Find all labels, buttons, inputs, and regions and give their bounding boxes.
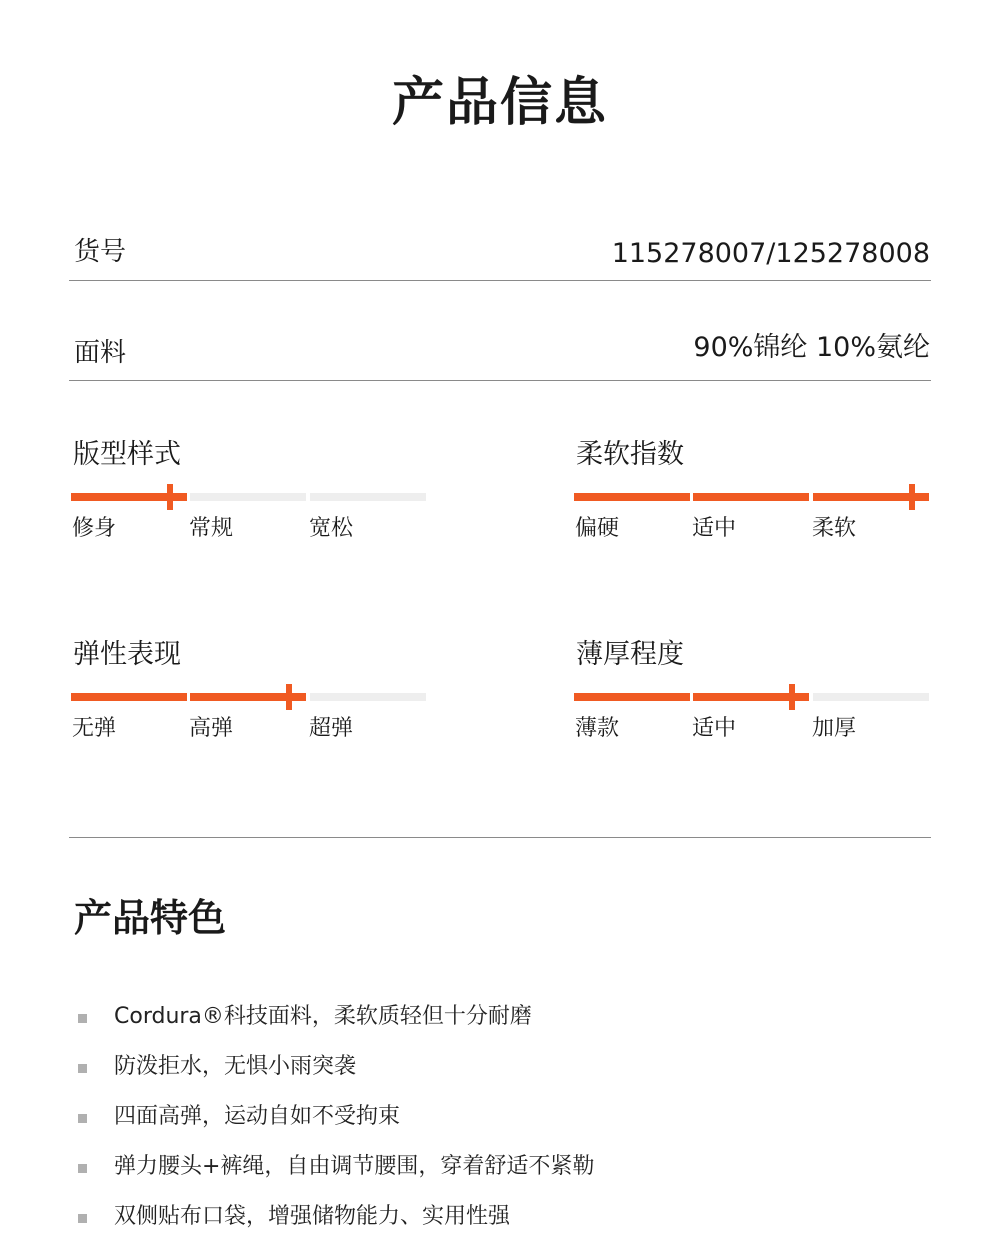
scale-segment: [574, 493, 690, 501]
scale-marker: [909, 484, 915, 510]
list-item: [76, 1145, 936, 1195]
scale-option: 超弹: [309, 716, 354, 741]
scale-title: 弹性表现: [73, 639, 181, 670]
list-item: [76, 1045, 936, 1095]
scale-elasticity: [71, 637, 427, 747]
divider: [69, 280, 931, 281]
divider: [69, 380, 931, 381]
scale-marker: [286, 684, 292, 710]
scale-option: 柔软: [812, 516, 857, 541]
feature-text: 弹力腰头+裤绳，自由调节腰围，穿着舒适不紧勒: [114, 1154, 595, 1179]
square-bullet-icon: [78, 1114, 87, 1123]
info-label-item-number: 货号: [74, 237, 127, 267]
scale-segment: [71, 693, 187, 701]
scale-segment: [813, 693, 929, 701]
feature-text: 四面高弹，运动自如不受拘束: [114, 1104, 401, 1129]
page-title: 产品信息: [391, 73, 608, 133]
square-bullet-icon: [78, 1014, 87, 1023]
scale-option: 适中: [692, 716, 737, 741]
section-title-features: 产品特色: [74, 896, 227, 940]
info-label-fabric: 面料: [74, 338, 127, 368]
square-bullet-icon: [78, 1164, 87, 1173]
scale-segment: [693, 493, 809, 501]
scale-segment: [310, 693, 426, 701]
scale-option: 适中: [692, 516, 737, 541]
scale-marker: [167, 484, 173, 510]
scale-title: 薄厚程度: [576, 639, 684, 670]
info-value-fabric: 90%锦纶 10%氨纶: [693, 332, 930, 363]
scale-segment: [574, 693, 690, 701]
list-item: [76, 995, 936, 1045]
scale-fit: [71, 437, 427, 547]
scale-softness: [574, 437, 930, 547]
feature-text: 防泼拒水，无惧小雨突袭: [114, 1054, 357, 1079]
scale-marker: [789, 684, 795, 710]
scale-title: 柔软指数: [576, 439, 684, 470]
scale-segment: [190, 493, 306, 501]
square-bullet-icon: [78, 1214, 87, 1223]
feature-list: [76, 995, 936, 1245]
scale-option: 偏硬: [575, 516, 620, 541]
scale-title: 版型样式: [73, 439, 181, 470]
scale-option: 高弹: [189, 716, 234, 741]
feature-text: Cordura®科技面料，柔软质轻但十分耐磨: [114, 1004, 532, 1029]
scale-option: 宽松: [309, 516, 354, 541]
scale-option: 加厚: [812, 716, 857, 741]
scale-option: 修身: [72, 516, 117, 541]
scale-option: 常规: [189, 516, 234, 541]
scale-thickness: [574, 637, 930, 747]
square-bullet-icon: [78, 1064, 87, 1073]
scale-segment: [310, 493, 426, 501]
divider: [69, 837, 931, 838]
feature-text: 双侧贴布口袋，增强储物能力、实用性强: [114, 1204, 511, 1229]
list-item: [76, 1095, 936, 1145]
scale-option: 无弹: [72, 716, 117, 741]
info-value-item-number: 115278007/125278008: [611, 238, 930, 269]
scale-option: 薄款: [575, 716, 620, 741]
list-item: [76, 1195, 936, 1245]
